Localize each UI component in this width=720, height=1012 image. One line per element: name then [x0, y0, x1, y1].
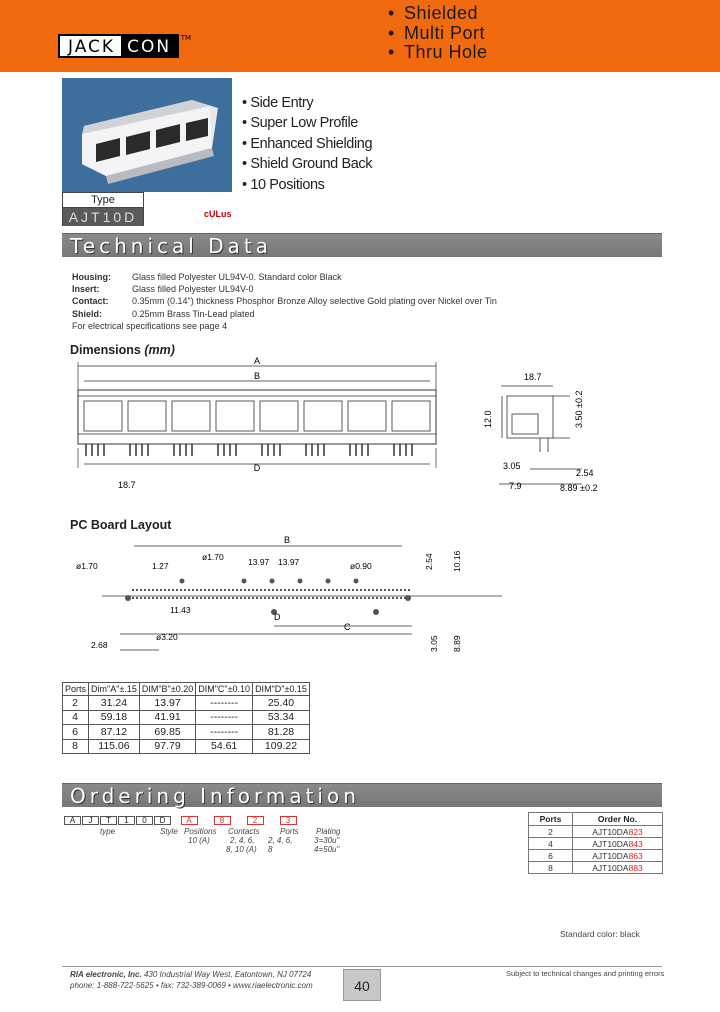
table-row: 4 AJT10DA843 — [529, 838, 663, 850]
pcb-label-d: D — [274, 612, 281, 622]
company-contact-line: phone: 1-888-722-5625 • fax: 732-389-0069 • www.riaelectronic.com — [70, 981, 313, 990]
standard-color-note: Standard color: black — [560, 929, 640, 939]
side-dim-right: 3.50 ±0.2 — [574, 390, 584, 428]
side-dim-b1: 3.05 — [503, 461, 521, 471]
code-label-type: type — [100, 827, 116, 836]
pcb-v889: 8.89 — [452, 635, 462, 652]
pcb-holes — [125, 579, 411, 616]
code-box: T — [100, 816, 117, 825]
feature-item: • 10 Positions — [242, 176, 325, 193]
pcb-d170b: ø1.70 — [202, 552, 224, 562]
code-box: D — [154, 816, 171, 825]
dim-label-d: D — [253, 463, 261, 473]
dim-label-b: B — [253, 371, 261, 381]
pcb-v1397a: 13.97 — [248, 557, 270, 567]
spec-row: Insert: Glass filled Polyester UL94V-0 — [72, 284, 254, 295]
dimensions-drawing — [62, 356, 662, 496]
code-value-ports: 2, 4, 6, 8 — [268, 836, 293, 854]
pcb-v268: 2.68 — [91, 640, 108, 650]
code-label-ports: Ports — [280, 827, 299, 836]
product-photo — [62, 78, 232, 192]
side-dim-b3: 7.9 — [509, 481, 522, 491]
pcb-d090: ø0.90 — [350, 561, 372, 571]
pcb-v1016: 10.16 — [452, 550, 462, 572]
dim-label-width: 18.7 — [118, 480, 136, 490]
code-box: A — [64, 816, 81, 825]
trademark: TM — [180, 34, 192, 42]
table-row: 6 87.12 69.85 -------- 81.28 — [63, 725, 310, 740]
pcb-v1143: 11.43 — [170, 605, 191, 615]
jackcon-logo — [58, 34, 192, 58]
pcb-v254: 2.54 — [424, 553, 434, 570]
table-row: 8 AJT10DA883 — [529, 862, 663, 874]
footer-contact — [70, 969, 313, 991]
ordering-info-header: Ordering Information — [62, 783, 662, 807]
headline-item: • Multi Port — [388, 22, 486, 43]
code-label-plating: Plating — [316, 827, 341, 836]
disclaimer: Subject to technical changes and printing errors — [506, 969, 665, 978]
company-address: 430 Industrial Way West, Eatontown, NJ 07724 — [143, 970, 312, 979]
order-code-diagram — [64, 815, 341, 861]
table-row: 2 AJT10DA823 — [529, 826, 663, 838]
page-number: 40 — [343, 969, 381, 1001]
type-label: Type — [63, 193, 143, 208]
dimensions-title: Dimensions (mm) — [70, 343, 175, 357]
code-box: 0 — [136, 816, 153, 825]
spec-row: Contact: 0.35mm (0.14") thickness Phosphor Bronze Alloy selective Gold plating over Nickel over Tin — [72, 296, 497, 307]
code-value-contacts-2: 8, 10 (A) — [226, 845, 257, 854]
table-row: 4 59.18 41.91 -------- 53.34 — [63, 710, 310, 725]
code-label-style: Style — [160, 827, 178, 836]
code-value-plating-2: 4=50u" — [314, 845, 340, 854]
spec-row: Shield: 0.25mm Brass Tin-Lead plated — [72, 308, 255, 319]
logo-text-right: CON — [121, 36, 177, 56]
pin-row — [86, 444, 412, 456]
side-dim-height: 12.0 — [483, 410, 493, 428]
code-box: 1 — [118, 816, 135, 825]
header-bar — [0, 0, 720, 72]
type-value: AJT10D — [63, 208, 143, 226]
feature-item: • Super Low Profile — [242, 115, 358, 132]
pcb-v305: 3.05 — [429, 635, 439, 652]
code-value-plating: 3=30u" — [314, 836, 340, 845]
feature-item: • Shield Ground Back — [242, 156, 373, 173]
side-dim-b4: 8.89 ±0.2 — [560, 483, 598, 493]
table-row: 2 31.24 13.97 -------- 25.40 — [63, 696, 310, 711]
technical-data-header: Technical Data — [62, 233, 662, 257]
pcb-d320: ø3.20 — [156, 632, 178, 642]
pcb-v1397b: 13.97 — [278, 557, 300, 567]
pcb-layout-drawing — [62, 532, 662, 662]
code-label-positions: Positions — [184, 827, 217, 836]
code-suffix-box: 8 — [214, 816, 231, 825]
table-row: 6 AJT10DA863 — [529, 850, 663, 862]
company-name: RIA electronic, Inc. — [70, 970, 142, 979]
ul-certification-mark: cULus — [204, 209, 232, 219]
code-suffix-box: A — [181, 816, 198, 825]
headline-item: • Shielded — [388, 3, 479, 23]
dimension-table — [62, 682, 310, 754]
table-row: 8 115.06 97.79 54.61 109.22 — [63, 739, 310, 754]
pcb-v127: 1.27 — [152, 561, 169, 571]
side-dim-b2: 2.54 — [576, 468, 594, 478]
code-suffix-box: 2 — [247, 816, 264, 825]
headline-item: • Thru Hole — [388, 42, 488, 62]
code-value-contacts: 2, 4, 6, — [230, 836, 255, 845]
table-header-row: Ports Dim"A"±.15 DIM"B"±0.20 DIM"C"±0.10 DIM"D"±0.15 — [63, 683, 310, 696]
spec-row: Housing: Glass filled Polyester UL94V-0. Standard color Black — [72, 272, 342, 282]
side-dim-top: 18.7 — [524, 372, 542, 382]
pcb-pin-rows — [132, 590, 412, 598]
port-openings — [84, 401, 430, 431]
pcb-d170a: ø1.70 — [76, 561, 98, 571]
pcb-layout-title: PC Board Layout — [70, 518, 172, 532]
footer-divider — [62, 966, 662, 967]
headline-bullets — [388, 4, 488, 63]
dim-label-a: A — [253, 356, 261, 366]
code-suffix-box: 3 — [280, 816, 297, 825]
pcb-label-b: B — [283, 535, 291, 545]
feature-item: • Enhanced Shielding — [242, 135, 373, 152]
code-label-contacts: Contacts — [228, 827, 260, 836]
code-value-positions: 10 (A) — [188, 836, 210, 845]
technical-specs — [72, 271, 497, 332]
order-number-table — [528, 812, 663, 874]
feature-list — [242, 93, 372, 195]
pcb-label-c: C — [344, 622, 351, 632]
code-box: J — [82, 816, 99, 825]
logo-text-left: JACK — [68, 37, 116, 57]
spec-note: For electrical specifications see page 4 — [72, 320, 228, 331]
feature-item: • Side Entry — [242, 95, 314, 111]
table-header-row: Ports Order No. — [529, 813, 663, 826]
type-box — [62, 192, 144, 226]
